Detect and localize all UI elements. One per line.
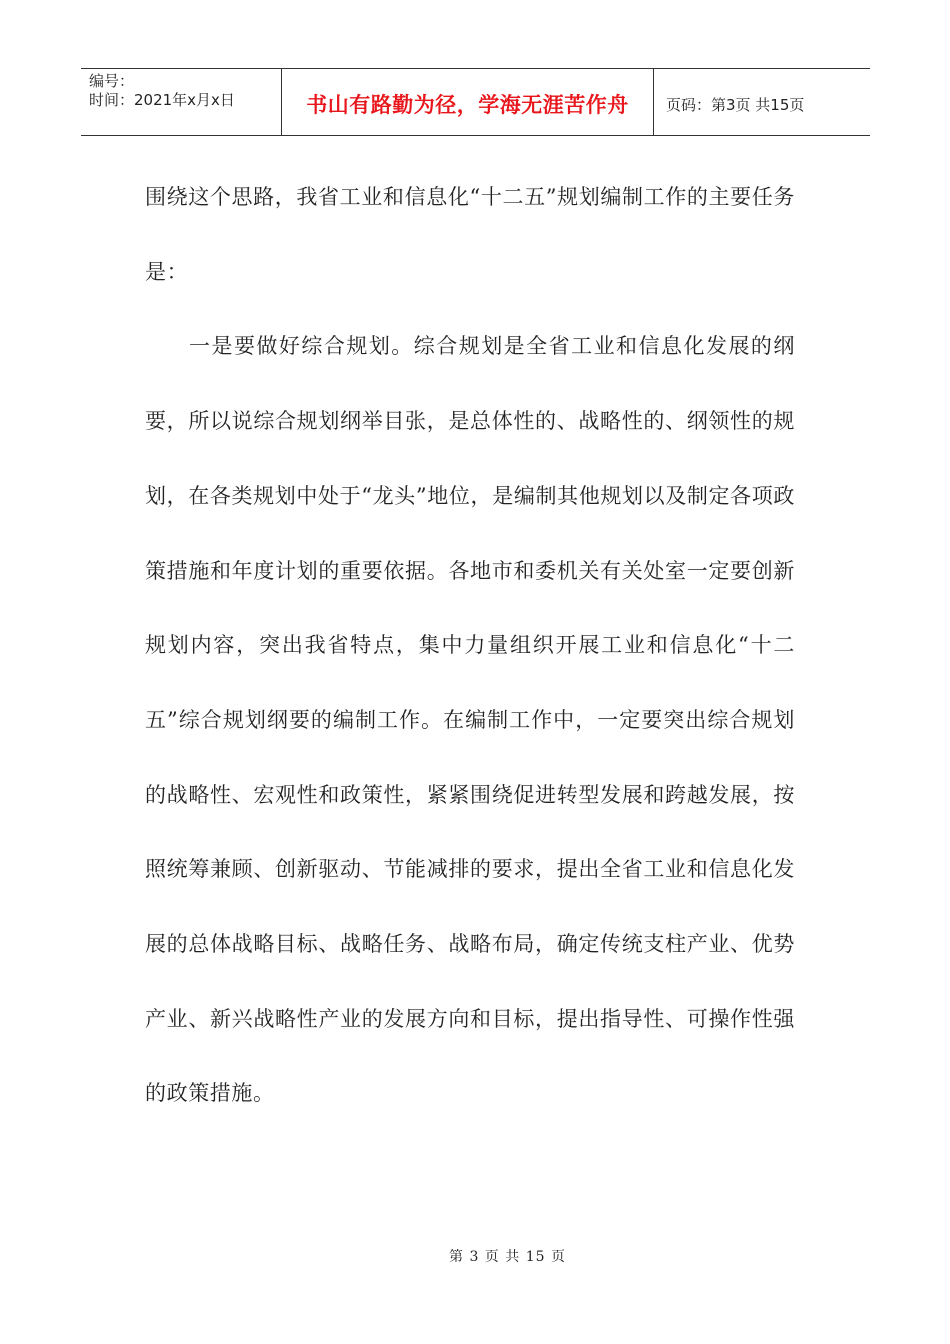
header-motto-cell	[282, 69, 654, 135]
document-date-label: 时间：2021年x月x日	[89, 91, 235, 109]
body-paragraph: 一是要做好综合规划。综合规划是全省工业和信息化发展的纲要，所以说综合规划纲举目张，是总体性的、战略性的、纲领性的规划，在各类规划中处于“龙头”地位，是编制其他规划以及制定各项政策措施和年度计划的重要依据。各地市和委机关有关处室一定要创新规划内容，突出我省特点，集中力量组织开展工业和信息化“十二五”综合规划纲要的编制工作。在编制工作中，一定要突出综合规划的战略性、宏观性和政策性，紧紧围绕促进转型发展和跨越发展，按照统筹兼顾、创新驱动、节能减排的要求，提出全省工业和信息化发展的总体战略目标、战略任务、战略布局，确定传统支柱产业、优势产业、新兴战略性产业的发展方向和目标，提出指导性、可操作性强的政策措施。	[145, 334, 795, 1106]
document-body	[145, 160, 795, 1131]
header-motto: 书山有路勤为径，学海无涯苦作舟	[306, 93, 629, 117]
header-page-info: 页码：第3页 共15页	[666, 95, 805, 114]
document-header	[81, 68, 870, 136]
document-number-label: 编号：	[89, 72, 135, 90]
page-footer: 第 3 页 共 15 页	[449, 1249, 566, 1265]
header-meta-cell	[81, 69, 282, 135]
body-paragraph: 围绕这个思路，我省工业和信息化“十二五”规划编制工作的主要任务是：	[145, 185, 795, 284]
header-page-cell	[654, 69, 870, 135]
